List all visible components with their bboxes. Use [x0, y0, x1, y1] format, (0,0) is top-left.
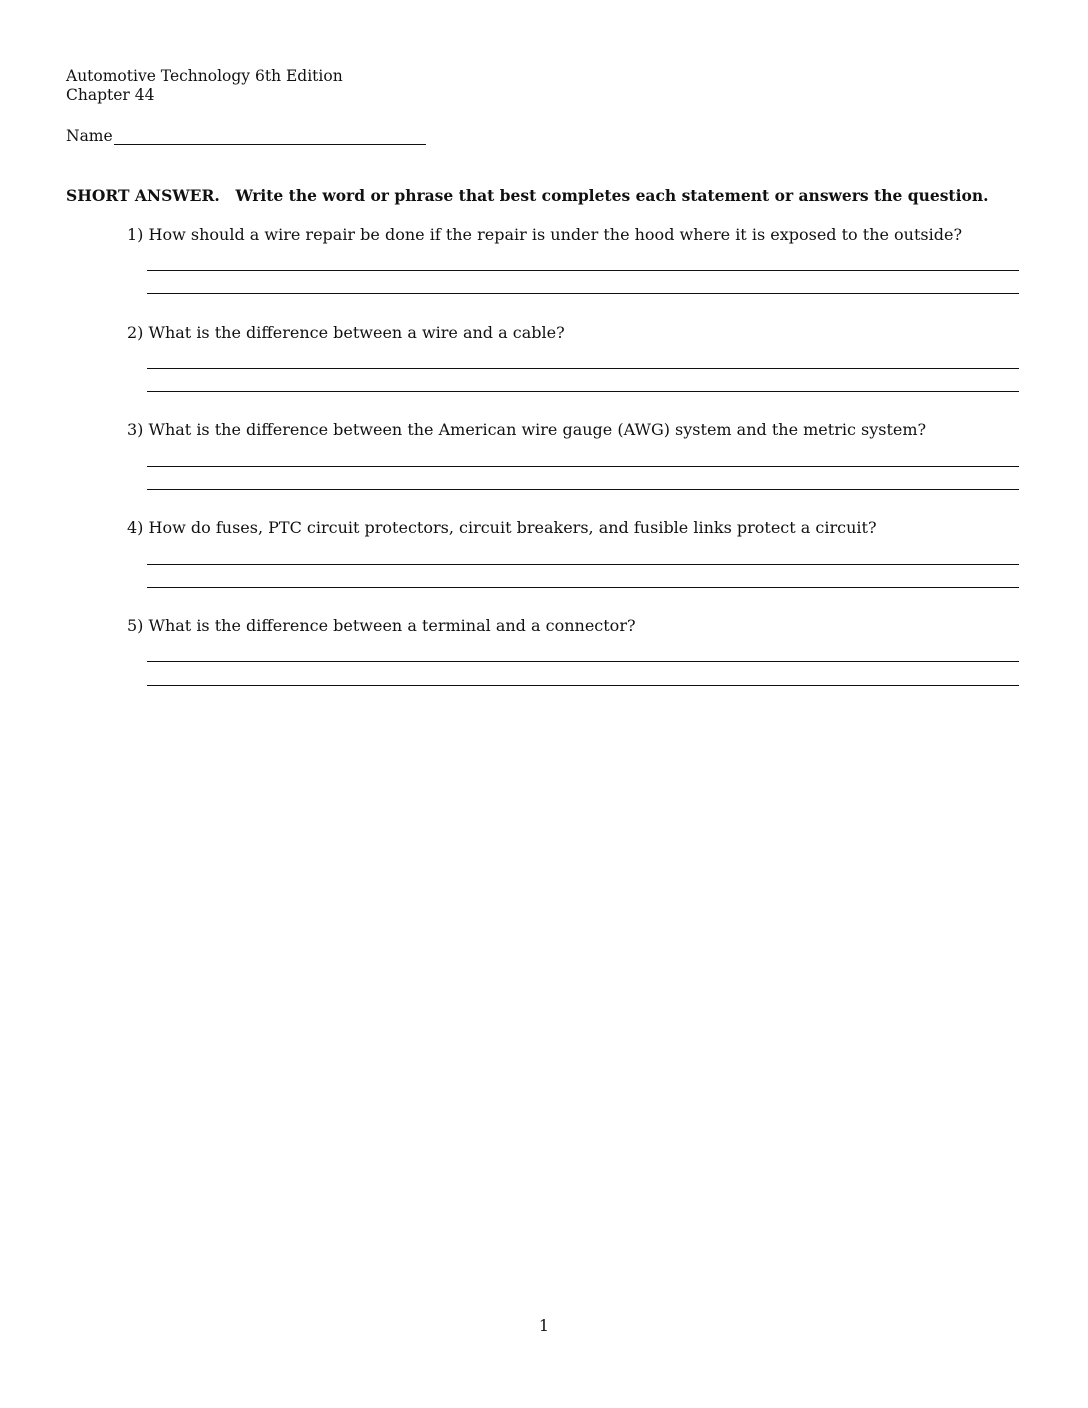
- question-3: 3) What is the difference between the American wire gauge (AWG) system and the metric system?: [127, 420, 927, 439]
- question-5: 5) What is the difference between a terminal and a connector?: [127, 616, 636, 635]
- answer-line-5b[interactable]: [147, 685, 1019, 686]
- instructions-lead: SHORT ANSWER.: [66, 186, 231, 205]
- instructions-text: Write the word or phrase that best completes each statement or answers the question.: [235, 186, 989, 205]
- answer-line-1b[interactable]: [147, 293, 1019, 294]
- page-number: 1: [538, 1316, 550, 1335]
- answer-line-3a[interactable]: [147, 466, 1019, 467]
- name-field[interactable]: [114, 126, 426, 145]
- name-row: [66, 126, 426, 145]
- question-4: 4) How do fuses, PTC circuit protectors, circuit breakers, and fusible links protect a circuit?: [127, 518, 877, 537]
- question-2: 2) What is the difference between a wire and a cable?: [127, 323, 565, 342]
- document-header: [66, 67, 343, 105]
- answer-line-5a[interactable]: [147, 661, 1019, 662]
- answer-line-2a[interactable]: [147, 368, 1019, 369]
- answer-line-4b[interactable]: [147, 587, 1019, 588]
- question-1: 1) How should a wire repair be done if the repair is under the hood where it is exposed to the outside?: [127, 225, 963, 244]
- answer-line-1a[interactable]: [147, 270, 1019, 271]
- answer-line-2b[interactable]: [147, 391, 1019, 392]
- book-title: Automotive Technology 6th Edition: [66, 67, 343, 85]
- name-label: Name: [66, 127, 113, 145]
- chapter-title: Chapter 44: [66, 86, 155, 104]
- answer-line-4a[interactable]: [147, 564, 1019, 565]
- answer-line-3b[interactable]: [147, 489, 1019, 490]
- instructions: [66, 186, 988, 205]
